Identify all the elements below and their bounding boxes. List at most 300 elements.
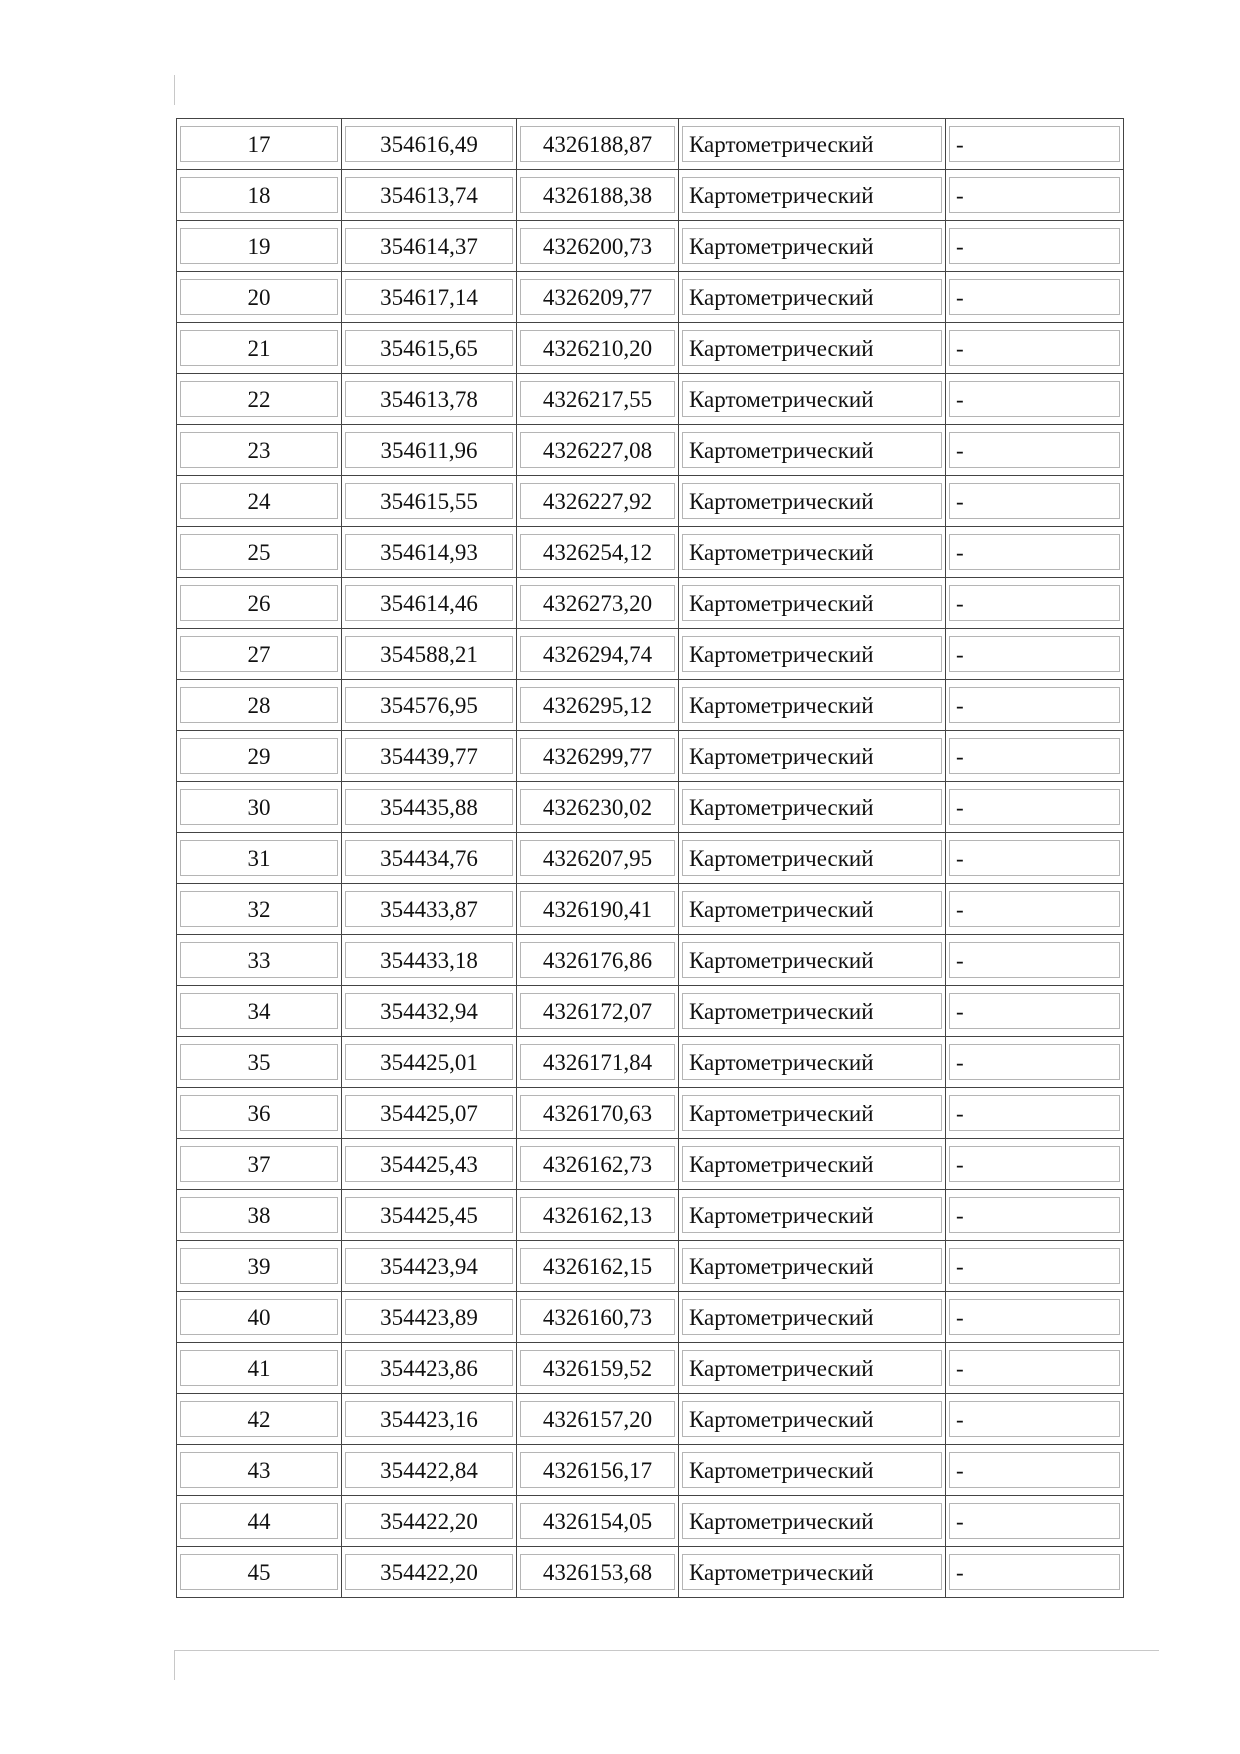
accuracy-cell xyxy=(946,1394,1124,1445)
table-row xyxy=(177,221,1124,272)
y-coordinate-cell xyxy=(517,221,679,272)
x-coordinate-cell xyxy=(342,629,517,680)
x-coordinate-cell xyxy=(342,1394,517,1445)
table-row xyxy=(177,833,1124,884)
y-coordinate-cell-text: 4326207,95 xyxy=(520,840,675,876)
table-row xyxy=(177,1394,1124,1445)
y-coordinate-cell-text: 4326154,05 xyxy=(520,1503,675,1539)
method-cell-text: Картометрический xyxy=(682,738,942,774)
accuracy-cell-text: - xyxy=(949,177,1120,213)
x-coordinate-cell-text: 354614,46 xyxy=(345,585,513,621)
accuracy-cell xyxy=(946,323,1124,374)
y-coordinate-cell-text: 4326188,38 xyxy=(520,177,675,213)
y-coordinate-cell-text: 4326159,52 xyxy=(520,1350,675,1386)
y-coordinate-cell xyxy=(517,374,679,425)
accuracy-cell xyxy=(946,833,1124,884)
table-row xyxy=(177,986,1124,1037)
point-number-cell xyxy=(177,1241,342,1292)
crop-mark-bottom-vertical xyxy=(174,1650,175,1680)
point-number-cell xyxy=(177,578,342,629)
method-cell xyxy=(679,1445,946,1496)
accuracy-cell-text: - xyxy=(949,636,1120,672)
x-coordinate-cell-text: 354423,16 xyxy=(345,1401,513,1437)
x-coordinate-cell-text: 354615,65 xyxy=(345,330,513,366)
x-coordinate-cell-text: 354422,84 xyxy=(345,1452,513,1488)
accuracy-cell-text: - xyxy=(949,432,1120,468)
point-number-cell-text: 40 xyxy=(180,1299,338,1335)
point-number-cell-text: 18 xyxy=(180,177,338,213)
accuracy-cell xyxy=(946,680,1124,731)
point-number-cell-text: 24 xyxy=(180,483,338,519)
x-coordinate-cell xyxy=(342,374,517,425)
y-coordinate-cell-text: 4326227,08 xyxy=(520,432,675,468)
point-number-cell xyxy=(177,425,342,476)
method-cell-text: Картометрический xyxy=(682,432,942,468)
point-number-cell xyxy=(177,476,342,527)
point-number-cell xyxy=(177,221,342,272)
accuracy-cell xyxy=(946,272,1124,323)
accuracy-cell xyxy=(946,986,1124,1037)
method-cell-text: Картометрический xyxy=(682,789,942,825)
x-coordinate-cell xyxy=(342,1139,517,1190)
method-cell xyxy=(679,425,946,476)
y-coordinate-cell xyxy=(517,1445,679,1496)
y-coordinate-cell-text: 4326254,12 xyxy=(520,534,675,570)
method-cell-text: Картометрический xyxy=(682,585,942,621)
x-coordinate-cell xyxy=(342,170,517,221)
method-cell-text: Картометрический xyxy=(682,942,942,978)
table-row xyxy=(177,323,1124,374)
y-coordinate-cell xyxy=(517,323,679,374)
method-cell-text: Картометрический xyxy=(682,1299,942,1335)
y-coordinate-cell xyxy=(517,1547,679,1598)
y-coordinate-cell-text: 4326171,84 xyxy=(520,1044,675,1080)
method-cell xyxy=(679,323,946,374)
point-number-cell-text: 19 xyxy=(180,228,338,264)
accuracy-cell xyxy=(946,1496,1124,1547)
method-cell xyxy=(679,833,946,884)
point-number-cell xyxy=(177,1343,342,1394)
point-number-cell-text: 38 xyxy=(180,1197,338,1233)
accuracy-cell-text: - xyxy=(949,1452,1120,1488)
method-cell xyxy=(679,1088,946,1139)
y-coordinate-cell-text: 4326230,02 xyxy=(520,789,675,825)
table-row xyxy=(177,272,1124,323)
accuracy-cell xyxy=(946,1241,1124,1292)
y-coordinate-cell-text: 4326210,20 xyxy=(520,330,675,366)
accuracy-cell-text: - xyxy=(949,1044,1120,1080)
method-cell-text: Картометрический xyxy=(682,228,942,264)
table-row xyxy=(177,1496,1124,1547)
y-coordinate-cell xyxy=(517,1139,679,1190)
x-coordinate-cell xyxy=(342,476,517,527)
method-cell-text: Картометрический xyxy=(682,1452,942,1488)
method-cell-text: Картометрический xyxy=(682,1401,942,1437)
accuracy-cell xyxy=(946,1445,1124,1496)
point-number-cell xyxy=(177,1292,342,1343)
y-coordinate-cell xyxy=(517,833,679,884)
method-cell-text: Картометрический xyxy=(682,1350,942,1386)
method-cell-text: Картометрический xyxy=(682,1197,942,1233)
y-coordinate-cell-text: 4326156,17 xyxy=(520,1452,675,1488)
accuracy-cell xyxy=(946,221,1124,272)
point-number-cell xyxy=(177,1547,342,1598)
table-row xyxy=(177,680,1124,731)
point-number-cell-text: 29 xyxy=(180,738,338,774)
accuracy-cell-text: - xyxy=(949,126,1120,162)
accuracy-cell xyxy=(946,629,1124,680)
x-coordinate-cell-text: 354433,18 xyxy=(345,942,513,978)
x-coordinate-cell-text: 354588,21 xyxy=(345,636,513,672)
point-number-cell xyxy=(177,1190,342,1241)
table-row xyxy=(177,629,1124,680)
y-coordinate-cell xyxy=(517,1292,679,1343)
accuracy-cell xyxy=(946,1190,1124,1241)
point-number-cell-text: 22 xyxy=(180,381,338,417)
method-cell xyxy=(679,935,946,986)
point-number-cell-text: 32 xyxy=(180,891,338,927)
x-coordinate-cell-text: 354615,55 xyxy=(345,483,513,519)
table-row xyxy=(177,1343,1124,1394)
method-cell-text: Картометрический xyxy=(682,177,942,213)
accuracy-cell-text: - xyxy=(949,1197,1120,1233)
x-coordinate-cell-text: 354433,87 xyxy=(345,891,513,927)
x-coordinate-cell xyxy=(342,1190,517,1241)
x-coordinate-cell-text: 354435,88 xyxy=(345,789,513,825)
table-row xyxy=(177,1139,1124,1190)
x-coordinate-cell xyxy=(342,1445,517,1496)
y-coordinate-cell xyxy=(517,782,679,833)
accuracy-cell xyxy=(946,884,1124,935)
x-coordinate-cell-text: 354425,01 xyxy=(345,1044,513,1080)
y-coordinate-cell xyxy=(517,1496,679,1547)
accuracy-cell-text: - xyxy=(949,1248,1120,1284)
x-coordinate-cell xyxy=(342,833,517,884)
accuracy-cell-text: - xyxy=(949,1503,1120,1539)
method-cell xyxy=(679,476,946,527)
accuracy-cell-text: - xyxy=(949,1554,1120,1590)
y-coordinate-cell xyxy=(517,119,679,170)
accuracy-cell-text: - xyxy=(949,942,1120,978)
y-coordinate-cell-text: 4326157,20 xyxy=(520,1401,675,1437)
point-number-cell-text: 45 xyxy=(180,1554,338,1590)
y-coordinate-cell xyxy=(517,1190,679,1241)
table-row xyxy=(177,1292,1124,1343)
table-row xyxy=(177,731,1124,782)
x-coordinate-cell-text: 354611,96 xyxy=(345,432,513,468)
x-coordinate-cell xyxy=(342,1496,517,1547)
table-row xyxy=(177,1445,1124,1496)
y-coordinate-cell xyxy=(517,425,679,476)
method-cell xyxy=(679,272,946,323)
accuracy-cell xyxy=(946,578,1124,629)
y-coordinate-cell xyxy=(517,629,679,680)
method-cell xyxy=(679,680,946,731)
point-number-cell-text: 41 xyxy=(180,1350,338,1386)
x-coordinate-cell-text: 354425,07 xyxy=(345,1095,513,1131)
x-coordinate-cell xyxy=(342,782,517,833)
accuracy-cell-text: - xyxy=(949,279,1120,315)
y-coordinate-cell-text: 4326273,20 xyxy=(520,585,675,621)
x-coordinate-cell xyxy=(342,680,517,731)
y-coordinate-cell xyxy=(517,1394,679,1445)
x-coordinate-cell-text: 354432,94 xyxy=(345,993,513,1029)
y-coordinate-cell-text: 4326299,77 xyxy=(520,738,675,774)
point-number-cell-text: 20 xyxy=(180,279,338,315)
x-coordinate-cell-text: 354617,14 xyxy=(345,279,513,315)
x-coordinate-cell-text: 354613,78 xyxy=(345,381,513,417)
accuracy-cell-text: - xyxy=(949,1095,1120,1131)
accuracy-cell xyxy=(946,731,1124,782)
point-number-cell-text: 36 xyxy=(180,1095,338,1131)
method-cell xyxy=(679,731,946,782)
accuracy-cell-text: - xyxy=(949,330,1120,366)
y-coordinate-cell xyxy=(517,986,679,1037)
x-coordinate-cell-text: 354439,77 xyxy=(345,738,513,774)
accuracy-cell xyxy=(946,119,1124,170)
y-coordinate-cell xyxy=(517,578,679,629)
y-coordinate-cell xyxy=(517,170,679,221)
point-number-cell xyxy=(177,1496,342,1547)
x-coordinate-cell-text: 354423,86 xyxy=(345,1350,513,1386)
method-cell xyxy=(679,119,946,170)
accuracy-cell-text: - xyxy=(949,585,1120,621)
method-cell-text: Картометрический xyxy=(682,534,942,570)
x-coordinate-cell xyxy=(342,272,517,323)
table-row xyxy=(177,884,1124,935)
table-row xyxy=(177,782,1124,833)
x-coordinate-cell xyxy=(342,1241,517,1292)
method-cell xyxy=(679,221,946,272)
x-coordinate-cell-text: 354434,76 xyxy=(345,840,513,876)
y-coordinate-cell xyxy=(517,272,679,323)
accuracy-cell xyxy=(946,170,1124,221)
table-row xyxy=(177,935,1124,986)
method-cell-text: Картометрический xyxy=(682,1248,942,1284)
point-number-cell xyxy=(177,884,342,935)
x-coordinate-cell-text: 354422,20 xyxy=(345,1503,513,1539)
point-number-cell-text: 31 xyxy=(180,840,338,876)
method-cell xyxy=(679,527,946,578)
table-row xyxy=(177,374,1124,425)
y-coordinate-cell xyxy=(517,1241,679,1292)
x-coordinate-cell xyxy=(342,425,517,476)
point-number-cell xyxy=(177,1445,342,1496)
table-row xyxy=(177,1088,1124,1139)
method-cell-text: Картометрический xyxy=(682,330,942,366)
point-number-cell xyxy=(177,527,342,578)
method-cell xyxy=(679,884,946,935)
accuracy-cell-text: - xyxy=(949,789,1120,825)
point-number-cell-text: 34 xyxy=(180,993,338,1029)
x-coordinate-cell-text: 354616,49 xyxy=(345,126,513,162)
x-coordinate-cell xyxy=(342,578,517,629)
method-cell xyxy=(679,1547,946,1598)
point-number-cell xyxy=(177,374,342,425)
method-cell xyxy=(679,629,946,680)
method-cell xyxy=(679,1292,946,1343)
point-number-cell-text: 42 xyxy=(180,1401,338,1437)
crop-mark-top xyxy=(174,75,175,105)
x-coordinate-cell xyxy=(342,1547,517,1598)
y-coordinate-cell xyxy=(517,476,679,527)
table-row xyxy=(177,170,1124,221)
accuracy-cell xyxy=(946,782,1124,833)
point-number-cell xyxy=(177,833,342,884)
method-cell-text: Картометрический xyxy=(682,840,942,876)
x-coordinate-cell xyxy=(342,935,517,986)
y-coordinate-cell xyxy=(517,1088,679,1139)
y-coordinate-cell xyxy=(517,731,679,782)
accuracy-cell-text: - xyxy=(949,534,1120,570)
method-cell-text: Картометрический xyxy=(682,993,942,1029)
point-number-cell-text: 23 xyxy=(180,432,338,468)
accuracy-cell-text: - xyxy=(949,993,1120,1029)
accuracy-cell xyxy=(946,476,1124,527)
point-number-cell-text: 30 xyxy=(180,789,338,825)
y-coordinate-cell xyxy=(517,527,679,578)
accuracy-cell xyxy=(946,1037,1124,1088)
method-cell-text: Картометрический xyxy=(682,1554,942,1590)
point-number-cell xyxy=(177,1037,342,1088)
method-cell xyxy=(679,986,946,1037)
x-coordinate-cell xyxy=(342,221,517,272)
accuracy-cell xyxy=(946,935,1124,986)
method-cell-text: Картометрический xyxy=(682,381,942,417)
y-coordinate-cell-text: 4326176,86 xyxy=(520,942,675,978)
x-coordinate-cell xyxy=(342,323,517,374)
point-number-cell-text: 27 xyxy=(180,636,338,672)
accuracy-cell-text: - xyxy=(949,1146,1120,1182)
method-cell-text: Картометрический xyxy=(682,1146,942,1182)
point-number-cell xyxy=(177,1394,342,1445)
y-coordinate-cell xyxy=(517,680,679,731)
point-number-cell-text: 33 xyxy=(180,942,338,978)
accuracy-cell xyxy=(946,1547,1124,1598)
method-cell-text: Картометрический xyxy=(682,636,942,672)
point-number-cell xyxy=(177,629,342,680)
point-number-cell-text: 26 xyxy=(180,585,338,621)
method-cell-text: Картометрический xyxy=(682,687,942,723)
method-cell-text: Картометрический xyxy=(682,1095,942,1131)
table-row xyxy=(177,1190,1124,1241)
y-coordinate-cell-text: 4326190,41 xyxy=(520,891,675,927)
y-coordinate-cell-text: 4326160,73 xyxy=(520,1299,675,1335)
point-number-cell xyxy=(177,986,342,1037)
x-coordinate-cell-text: 354614,93 xyxy=(345,534,513,570)
method-cell xyxy=(679,1241,946,1292)
method-cell xyxy=(679,1037,946,1088)
x-coordinate-cell-text: 354425,45 xyxy=(345,1197,513,1233)
method-cell xyxy=(679,170,946,221)
method-cell xyxy=(679,578,946,629)
method-cell-text: Картометрический xyxy=(682,891,942,927)
point-number-cell-text: 44 xyxy=(180,1503,338,1539)
x-coordinate-cell xyxy=(342,884,517,935)
point-number-cell xyxy=(177,782,342,833)
y-coordinate-cell-text: 4326162,73 xyxy=(520,1146,675,1182)
crop-mark-bottom-horizontal xyxy=(174,1650,1159,1651)
x-coordinate-cell xyxy=(342,1088,517,1139)
point-number-cell xyxy=(177,731,342,782)
accuracy-cell-text: - xyxy=(949,228,1120,264)
point-number-cell-text: 37 xyxy=(180,1146,338,1182)
point-number-cell xyxy=(177,170,342,221)
point-number-cell xyxy=(177,1088,342,1139)
y-coordinate-cell-text: 4326153,68 xyxy=(520,1554,675,1590)
accuracy-cell-text: - xyxy=(949,483,1120,519)
table-row xyxy=(177,527,1124,578)
x-coordinate-cell xyxy=(342,1037,517,1088)
accuracy-cell-text: - xyxy=(949,891,1120,927)
y-coordinate-cell-text: 4326170,63 xyxy=(520,1095,675,1131)
method-cell-text: Картометрический xyxy=(682,126,942,162)
y-coordinate-cell xyxy=(517,884,679,935)
y-coordinate-cell-text: 4326162,15 xyxy=(520,1248,675,1284)
x-coordinate-cell-text: 354423,89 xyxy=(345,1299,513,1335)
y-coordinate-cell-text: 4326227,92 xyxy=(520,483,675,519)
y-coordinate-cell-text: 4326188,87 xyxy=(520,126,675,162)
table-row xyxy=(177,578,1124,629)
x-coordinate-cell xyxy=(342,731,517,782)
accuracy-cell-text: - xyxy=(949,1401,1120,1437)
method-cell-text: Картометрический xyxy=(682,1503,942,1539)
y-coordinate-cell-text: 4326295,12 xyxy=(520,687,675,723)
point-number-cell-text: 21 xyxy=(180,330,338,366)
y-coordinate-cell-text: 4326172,07 xyxy=(520,993,675,1029)
accuracy-cell xyxy=(946,1088,1124,1139)
accuracy-cell xyxy=(946,425,1124,476)
x-coordinate-cell xyxy=(342,1343,517,1394)
accuracy-cell-text: - xyxy=(949,1299,1120,1335)
x-coordinate-cell xyxy=(342,119,517,170)
table-row xyxy=(177,476,1124,527)
accuracy-cell xyxy=(946,1343,1124,1394)
table-row xyxy=(177,1547,1124,1598)
x-coordinate-cell-text: 354423,94 xyxy=(345,1248,513,1284)
y-coordinate-cell-text: 4326162,13 xyxy=(520,1197,675,1233)
x-coordinate-cell-text: 354614,37 xyxy=(345,228,513,264)
coordinates-table xyxy=(176,118,1124,1598)
accuracy-cell-text: - xyxy=(949,381,1120,417)
accuracy-cell xyxy=(946,1292,1124,1343)
method-cell xyxy=(679,1139,946,1190)
method-cell xyxy=(679,1190,946,1241)
x-coordinate-cell xyxy=(342,986,517,1037)
y-coordinate-cell xyxy=(517,935,679,986)
table-row xyxy=(177,1037,1124,1088)
method-cell-text: Картометрический xyxy=(682,483,942,519)
x-coordinate-cell-text: 354613,74 xyxy=(345,177,513,213)
x-coordinate-cell-text: 354576,95 xyxy=(345,687,513,723)
method-cell xyxy=(679,1394,946,1445)
point-number-cell xyxy=(177,935,342,986)
method-cell xyxy=(679,1496,946,1547)
accuracy-cell-text: - xyxy=(949,738,1120,774)
y-coordinate-cell-text: 4326200,73 xyxy=(520,228,675,264)
point-number-cell xyxy=(177,119,342,170)
method-cell xyxy=(679,1343,946,1394)
point-number-cell-text: 17 xyxy=(180,126,338,162)
table-row xyxy=(177,119,1124,170)
y-coordinate-cell-text: 4326217,55 xyxy=(520,381,675,417)
x-coordinate-cell xyxy=(342,527,517,578)
point-number-cell-text: 25 xyxy=(180,534,338,570)
y-coordinate-cell-text: 4326294,74 xyxy=(520,636,675,672)
point-number-cell xyxy=(177,680,342,731)
x-coordinate-cell-text: 354422,20 xyxy=(345,1554,513,1590)
y-coordinate-cell-text: 4326209,77 xyxy=(520,279,675,315)
